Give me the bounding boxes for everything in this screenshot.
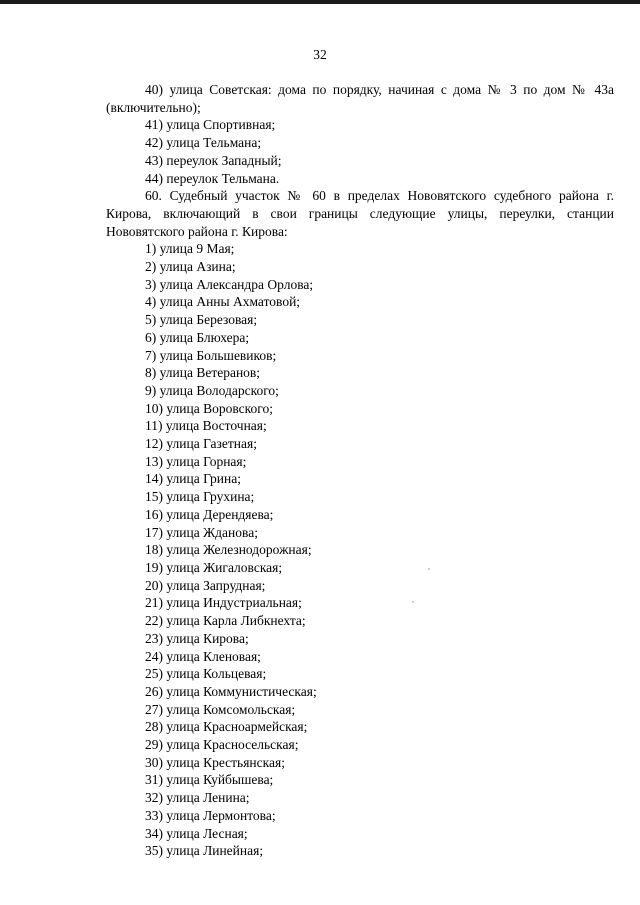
scan-speck [412,601,414,603]
list-item: 4) улица Анны Ахматовой; [145,294,301,310]
list-item: 41) улица Спортивная; [145,117,276,133]
list-item: 29) улица Красносельская; [145,737,299,753]
list-item: 16) улица Дерендяева; [145,506,274,522]
list-item: 30) улица Крестьянская; [145,754,285,770]
list-item: 7) улица Большевиков; [145,347,277,363]
list-item: 31) улица Куйбышева; [145,772,274,788]
list-item: 34) улица Лесная; [145,825,248,841]
list-item: 14) улица Грина; [145,471,241,487]
list-item: 28) улица Красноармейская; [145,719,308,735]
list-item: 17) улица Жданова; [145,524,258,540]
list-item: 13) улица Горная; [145,453,247,469]
list-item: 6) улица Блюхера; [145,329,250,345]
list-item: 32) улица Ленина; [145,790,250,806]
list-item: 43) переулок Западный; [145,152,282,168]
list-item: 33) улица Лермонтова; [145,807,276,823]
list-item: 2) улица Азина; [145,259,236,275]
list-item: 8) улица Ветеранов; [145,365,261,381]
list-item: 26) улица Коммунистическая; [145,683,317,699]
street-list [106,240,614,860]
list-item: 12) улица Газетная; [145,436,257,452]
document-body [106,81,614,860]
top-border-line [0,0,640,4]
list-item: 3) улица Александра Орлова; [145,276,314,292]
list-item: 18) улица Железнодорожная; [145,542,312,558]
scan-speck [428,568,430,570]
list-item: 27) улица Комсомольская; [145,701,296,717]
list-item: 9) улица Володарского; [145,382,279,398]
list-item: 11) улица Восточная; [145,418,267,434]
list-item: 23) улица Кирова; [145,630,249,646]
carryover-list [106,116,614,187]
list-item: 21) улица Индустриальная; [145,595,302,611]
list-item: 44) переулок Тельмана. [145,170,280,186]
list-item: 35) улица Линейная; [145,843,264,859]
section-heading: 60. Судебный участок № 60 в пределах Нововятского судебного района г. Кирова, включающий в свои границы следующие улицы, переулки, станции Нововятского района г. Кирова: [106,188,614,239]
list-item: 5) улица Березовая; [145,312,258,328]
list-item: 10) улица Воровского; [145,400,273,416]
list-item: 42) улица Тельмана; [145,135,262,151]
list-item: 15) улица Грухина; [145,489,255,505]
list-item: 20) улица Запрудная; [145,577,266,593]
list-item: 19) улица Жигаловская; [145,559,283,575]
list-item: 24) улица Кленовая; [145,648,261,664]
carryover-first-item: 40) улица Советская: дома по порядку, начиная с дома № 3 по дом № 43а (включительно); [106,82,614,115]
list-item: 25) улица Кольцевая; [145,666,267,682]
page-number: 32 [313,47,327,62]
list-item: 1) улица 9 Мая; [145,241,235,257]
list-item: 22) улица Карла Либкнехта; [145,613,306,629]
